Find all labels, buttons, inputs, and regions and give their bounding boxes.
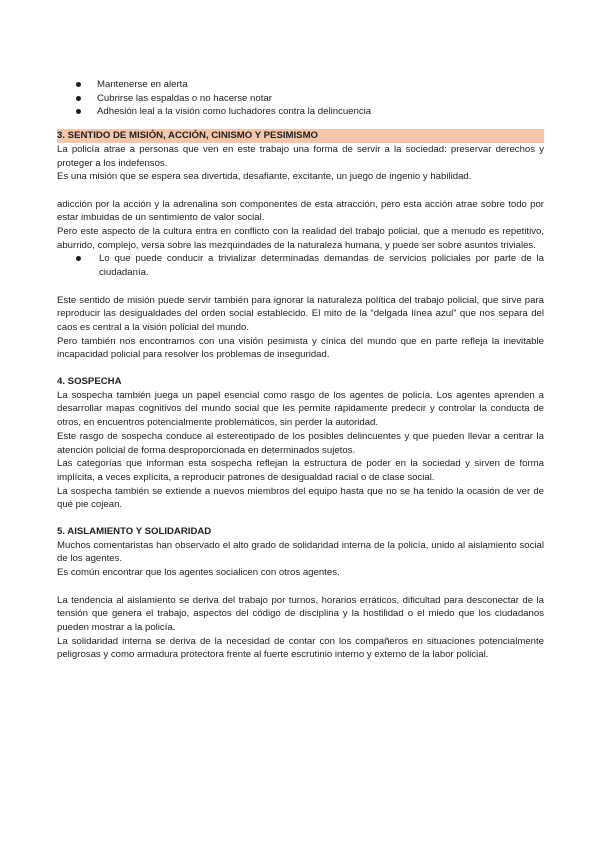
- paragraph: Pero este aspecto de la cultura entra en conflicto con la realidad del trabajo policial, que a menudo es repetitivo, aburrido, complejo, versa sobre las mezquindades de la naturaleza humana, y puede ser sobre asuntos triviales.: [57, 226, 544, 251]
- section-3-bullet-list: [57, 252, 544, 279]
- paragraph: Muchos comentaristas han observado el alto grado de solidaridad interna de la policía, unido al aislamiento social de los agentes.: [57, 539, 544, 565]
- paragraph: Es común encontrar que los agentes socialicen con otros agentes.: [57, 567, 340, 579]
- list-item: Mantenerse en alerta: [57, 78, 544, 92]
- paragraph: Este rasgo de sospecha conduce al estereotipado de los posibles delincuentes y que pueden llevar a centrar la atención policial de forma desproporcionada en determinados sujetos.: [57, 430, 544, 456]
- paragraph: La sospecha también se extiende a nuevos miembros del equipo hasta que no se ha tenido la ocasión de ver de qué pie cojean.: [57, 485, 544, 511]
- top-bullet-list: [57, 78, 544, 119]
- paragraph: Este sentido de misión puede servir también para ignorar la naturaleza política del trabajo policial, que sirve para reproducir las desigualdades del orden social establecido. El mito de la “delgada línea azul” que nos separa del caos es central a la visión policial del mundo.: [57, 294, 544, 333]
- paragraph: Es una misión que se espera sea divertida, desafiante, excitante, un juego de ingenio y habilidad.: [57, 171, 472, 183]
- paragraph: Pero también nos encontramos con una visión pesimista y cínica del mundo que en parte refleja la inevitable incapacidad policial para resolver los problemas de inseguridad.: [57, 335, 544, 361]
- document-page: [57, 78, 544, 662]
- spacer: [57, 184, 544, 198]
- paragraph: La tendencia al aislamiento se deriva del trabajo por turnos, horarios erráticos, dificultad para desconectar de la tensión que genera el trabajo, aspectos del código de disciplina y la hostilidad o el miedo que los ciudadanos pueden mostrar a la policía.: [57, 594, 544, 633]
- paragraph: La solidaridad interna se deriva de la necesidad de contar con los compañeros en situaciones potencialmente peligrosas y como armadura protectora frente al fuerte escrutinio interno y externo de la labor policial.: [57, 635, 544, 661]
- spacer: [57, 580, 544, 594]
- paragraph: adicción por la acción y la adrenalina son componentes de esta atracción, pero esta acción atrae sobre todo por estar imbuidas de un sentimiento de valor social.: [57, 198, 544, 224]
- list-item: Lo que puede conducir a trivializar determinadas demandas de servicios policiales por parte de la ciudadanía.: [57, 252, 544, 279]
- list-item: Adhesión leal a la visión como luchadores contra la delincuencia: [57, 105, 544, 119]
- paragraph: La sospecha también juega un papel esencial como rasgo de los agentes de policía. Los agentes aprenden a desarrollar mapas cognitivos del mundo social que les permite rápidamente predecir y controlar la conducta de otros, en encuentros potencialmente problemáticos, sin perder la autoridad.: [57, 389, 544, 429]
- paragraph: Las categorías que informan esta sospecha reflejan la estructura de poder en la sociedad y sirven de forma implícita, a veces explícita, a reproducir patrones de desigualdad racial o de clase social.: [57, 458, 544, 483]
- spacer: [57, 280, 544, 294]
- paragraph: La policía atrae a personas que ven en este trabajo una forma de servir a la sociedad: preservar derechos y proteger a los indefensos.: [57, 143, 544, 169]
- list-item: Cubrirse las espaldas o no hacerse notar: [57, 92, 544, 106]
- section-4-heading: 4. SOSPECHA: [57, 376, 122, 388]
- section-3-heading: 3. SENTIDO DE MISIÓN, ACCIÓN, CINISMO Y PESIMISMO: [57, 129, 544, 143]
- section-5-heading: 5. AISLAMIENTO Y SOLIDARIDAD: [57, 526, 212, 538]
